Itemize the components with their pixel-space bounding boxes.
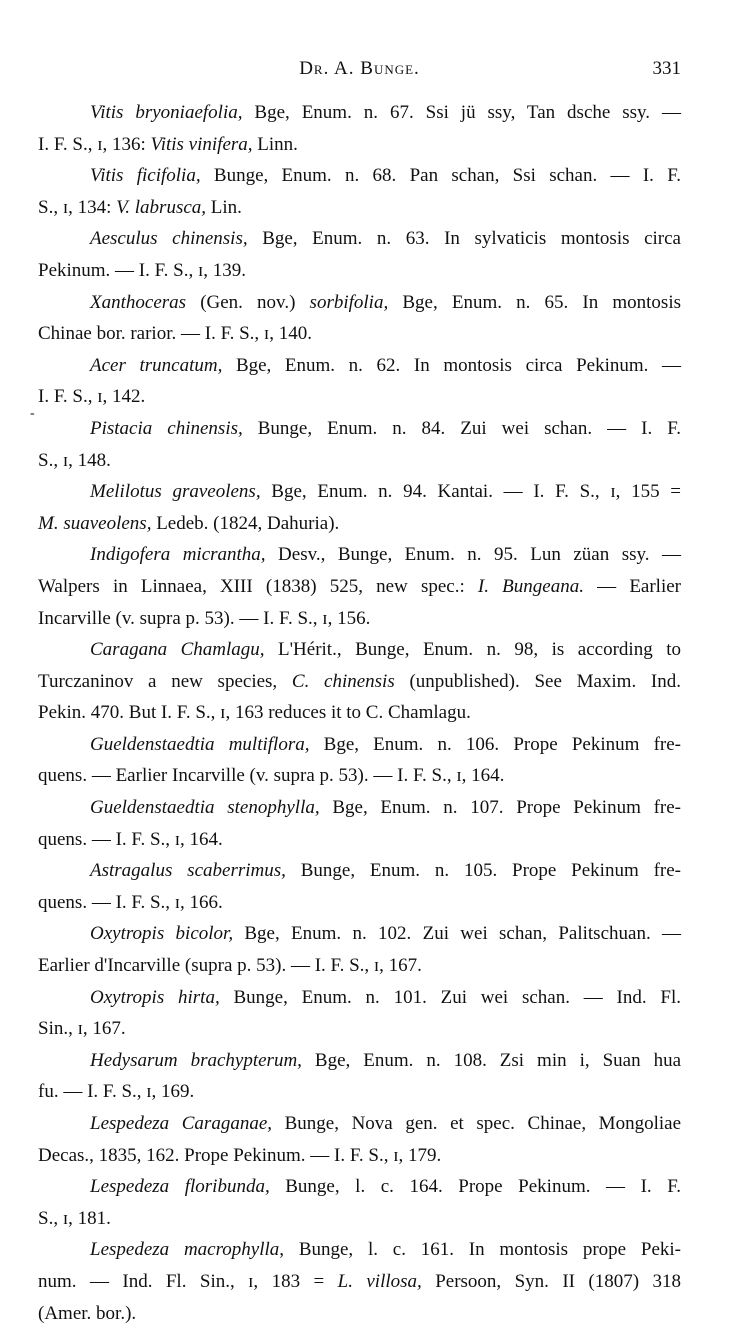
text-line <box>38 1266 681 1298</box>
text-span: (unpublished). See Maxim. Ind. <box>394 670 682 692</box>
text-line <box>38 539 681 571</box>
text-line <box>38 350 681 382</box>
text-line <box>38 476 681 508</box>
text-span: Incarville (v. supra p. 53). — I. F. S., ɪ, 156. <box>38 607 371 629</box>
text-span: Pekin. 470. But I. F. S., ɪ, 163 reduces it to C. Chamlagu. <box>38 702 471 724</box>
text-span: Bge, Enum. n. 67. Ssi jü ssy, Tan dsche ssy. — <box>242 102 681 123</box>
text-line <box>38 1076 681 1108</box>
italic-text: C. chinensis <box>291 670 395 692</box>
italic-text: Indigofera micrantha, <box>90 544 266 566</box>
text-line <box>38 760 681 792</box>
italic-text: Vitis bryoniaefolia, <box>90 102 243 123</box>
italic-text: V. labrusca, <box>116 196 207 218</box>
text-span: Bunge, l. c. 164. Prope Pekinum. — I. F. <box>269 1176 682 1198</box>
text-line <box>38 603 681 635</box>
text-span: Turczaninov a new species, <box>38 670 292 692</box>
text-line <box>38 413 681 445</box>
text-span: Lin. <box>206 196 242 218</box>
text-line <box>38 97 681 129</box>
text-span: num. — Ind. Fl. Sin., ɪ, 183 = <box>38 1270 338 1292</box>
italic-text: Astragalus scaberrimus, <box>90 860 286 882</box>
text-line <box>38 1108 681 1140</box>
text-span: Persoon, Syn. II (1807) 318 <box>421 1270 681 1292</box>
text-span: Bunge, Enum. n. 101. Zui wei schan. — Ind. Fl. <box>219 986 681 1008</box>
text-span: (Amer. bor.). <box>38 1302 137 1324</box>
italic-text: Lespedeza Caraganae, <box>90 1113 273 1134</box>
text-line <box>38 918 681 950</box>
text-span: Walpers in Linnaea, XIII (1838) 525, new spec.: <box>38 575 478 597</box>
running-title: Dr. A. Bunge. <box>299 58 420 79</box>
text-line <box>38 982 681 1014</box>
text-line <box>38 1298 681 1329</box>
italic-text: I. Bungeana. <box>477 575 584 597</box>
text-span: L'Hérit., Bunge, Enum. n. 98, is according to <box>264 639 681 661</box>
text-line <box>38 666 681 698</box>
text-span: I. F. S., ɪ, 136: <box>38 133 151 155</box>
text-line <box>38 1171 681 1203</box>
italic-text: Vitis ficifolia, <box>90 165 201 187</box>
italic-text: Vitis vinifera, <box>150 133 253 155</box>
text-span: Earlier d'Incarville (supra p. 53). — I. F. S., ɪ, 167. <box>38 955 422 977</box>
text-span: Bge, Enum. n. 94. Kantai. — I. F. S., ɪ, 155 = <box>260 481 681 503</box>
margin-mark: - <box>30 406 35 421</box>
italic-text: Hedysarum brachypterum, <box>90 1049 302 1071</box>
text-line <box>38 160 681 192</box>
text-span: Sin., ɪ, 167. <box>38 1018 126 1040</box>
italic-text: Acer truncatum, <box>90 354 223 376</box>
text-span: fu. — I. F. S., ɪ, 169. <box>38 1081 195 1103</box>
page-number: 331 <box>652 58 681 79</box>
text-span: quens. — Earlier Incarville (v. supra p. 53). — I. F. S., ɪ, 164. <box>38 765 505 787</box>
text-span: Bge, Enum. n. 62. In montosis circa Pekinum. — <box>222 354 681 376</box>
text-line <box>38 1203 681 1235</box>
text-line <box>38 1140 681 1172</box>
text-line <box>38 1234 681 1266</box>
italic-text: Caragana Chamlagu, <box>90 639 265 661</box>
italic-text: Pistacia chinensis, <box>90 417 243 439</box>
text-span: Desv., Bunge, Enum. n. 95. Lun züan ssy. — <box>265 544 681 566</box>
text-span: Bge, Enum. n. 106. Prope Pekinum fre- <box>309 733 681 755</box>
text-line <box>38 287 681 319</box>
text-line <box>38 792 681 824</box>
text-line <box>38 634 681 666</box>
text-span: Bunge, Enum. n. 105. Prope Pekinum fre- <box>285 860 681 882</box>
text-span: Bge, Enum. n. 108. Zsi min i, Suan hua <box>301 1049 681 1071</box>
text-span: — Earlier <box>583 575 681 597</box>
text-span: Bunge, Enum. n. 68. Pan schan, Ssi schan. — I. F. <box>200 165 681 187</box>
text-line <box>38 318 681 350</box>
text-line <box>38 255 681 287</box>
italic-text: Gueldenstaedtia multiflora, <box>90 733 310 755</box>
text-span: Bunge, Nova gen. et spec. Chinae, Mongoliae <box>272 1113 682 1134</box>
text-span: Bge, Enum. n. 65. In montosis <box>388 291 681 313</box>
text-span: Linn. <box>252 133 298 155</box>
text-line <box>38 223 681 255</box>
text-line <box>38 1045 681 1077</box>
text-line <box>38 887 681 919</box>
text-span: Bge, Enum. n. 102. Zui wei schan, Palitschuan. — <box>233 923 681 945</box>
page-header <box>38 58 681 88</box>
text-span: Pekinum. — I. F. S., ɪ, 139. <box>38 259 247 281</box>
italic-text: L. villosa, <box>337 1270 422 1292</box>
text-line <box>38 950 681 982</box>
text-line <box>38 508 681 540</box>
italic-text: Oxytropis hirta, <box>90 986 220 1008</box>
text-span: Bunge, Enum. n. 84. Zui wei schan. — I. F. <box>242 417 681 439</box>
text-span: S., ɪ, 134: <box>38 196 117 218</box>
text-line <box>38 1013 681 1045</box>
italic-text: Melilotus graveolens, <box>90 481 261 503</box>
text-line <box>38 729 681 761</box>
italic-text: Gueldenstaedtia stenophylla, <box>90 797 320 819</box>
text-span: Decas., 1835, 162. Prope Pekinum. — I. F. S., ɪ, 179. <box>38 1144 442 1166</box>
italic-text: Xanthoceras <box>90 291 187 313</box>
text-span: (Gen. nov.) <box>186 291 310 313</box>
italic-text: sorbifolia, <box>309 291 389 313</box>
text-span: Bge, Enum. n. 107. Prope Pekinum fre- <box>319 797 681 819</box>
text-span: quens. — I. F. S., ɪ, 164. <box>38 828 223 850</box>
text-span: Bunge, l. c. 161. In montosis prope Peki- <box>284 1239 681 1261</box>
text-span: Chinae bor. rarior. — I. F. S., ɪ, 140. <box>38 323 312 345</box>
text-line <box>38 697 681 729</box>
text-span: I. F. S., ɪ, 142. <box>38 386 146 408</box>
text-span: S., ɪ, 148. <box>38 449 111 471</box>
text-span: quens. — I. F. S., ɪ, 166. <box>38 891 223 913</box>
text-line <box>38 192 681 224</box>
text-line <box>38 571 681 603</box>
text-span: S., ɪ, 181. <box>38 1207 111 1229</box>
text-line <box>38 445 681 477</box>
italic-text: Oxytropis bicolor, <box>90 923 234 945</box>
text-line <box>38 129 681 161</box>
text-line <box>38 824 681 856</box>
text-span: Bge, Enum. n. 63. In sylvaticis montosis circa <box>247 228 681 250</box>
text-span: Ledeb. (1824, Dahuria). <box>151 512 340 534</box>
italic-text: Aesculus chinensis, <box>90 228 248 250</box>
text-body <box>38 97 681 1329</box>
italic-text: Lespedeza macrophylla, <box>90 1239 285 1261</box>
italic-text: Lespedeza floribunda, <box>90 1176 270 1198</box>
italic-text: M. suaveolens, <box>38 512 152 534</box>
text-line <box>38 381 681 413</box>
text-line <box>38 855 681 887</box>
